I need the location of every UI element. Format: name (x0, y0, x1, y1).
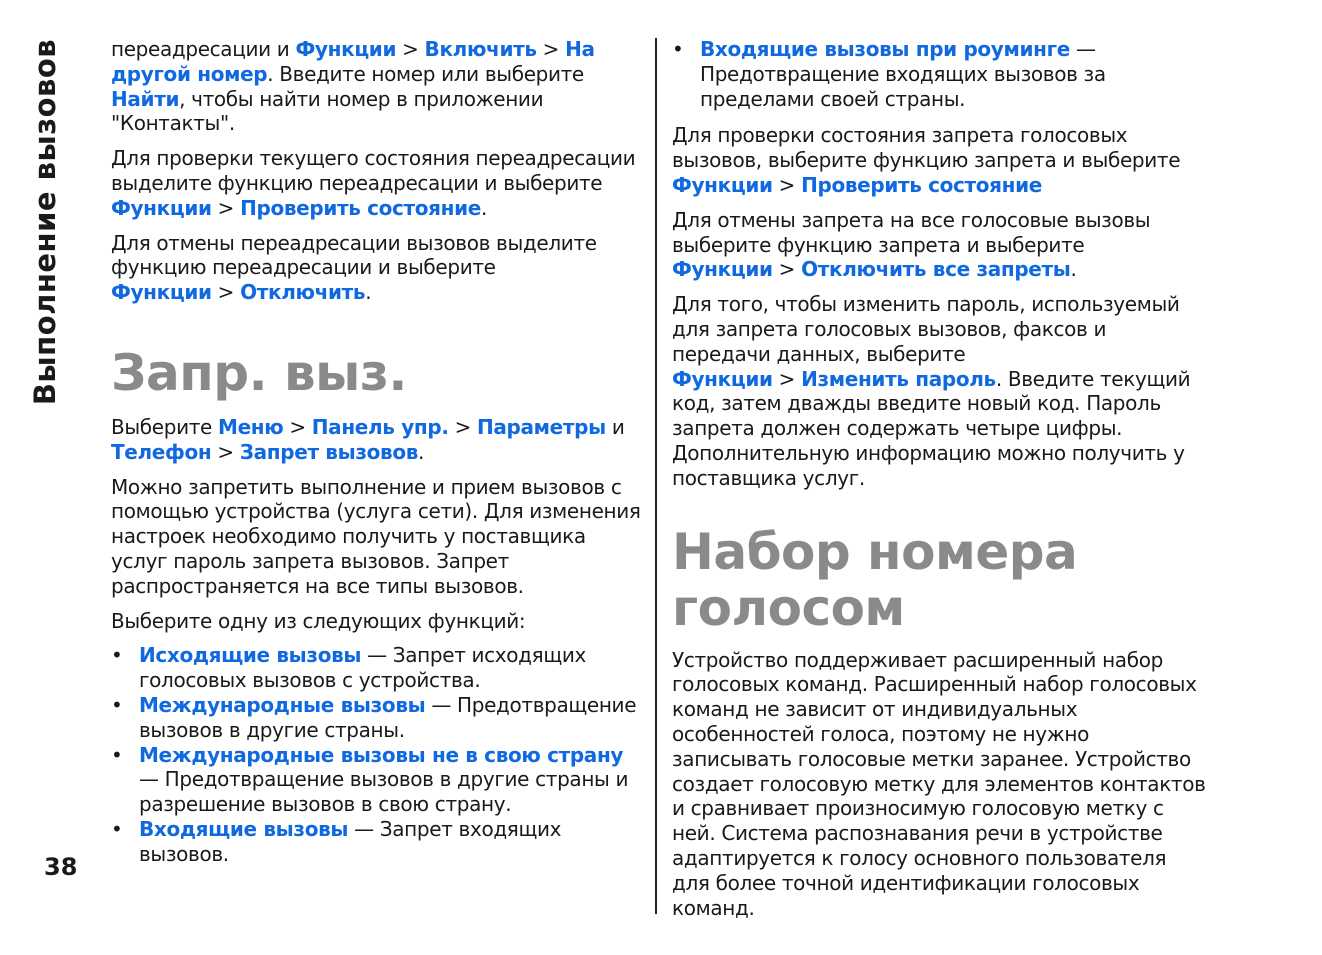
text: — Предотвращение вызовов в другие страны и разрешение вызовов в свою страну. (139, 767, 629, 817)
paragraph-voice-dialing: Устройство поддерживает расширенный набор голосовых команд. Расширенный набор голосовых команд не зависит от индивидуальных особенностей голоса, поэтому не нужно записывать голосовые метки заранее. Устройство создает голосовую метку для элементов контактов и сравнивает произносимую голосовую метку с ней. Система распознавания речи в устройстве адаптируется к голосу основного пользователя для более точной идентификации голосовых команд. (672, 647, 1206, 920)
paragraph-forwarding-enable (111, 37, 646, 136)
link-functions[interactable]: Функции (111, 195, 212, 220)
section-side-title-text: Выполнение вызовов (28, 38, 62, 406)
link-functions[interactable]: Функции (672, 257, 773, 282)
text: и (605, 414, 625, 439)
list-item (111, 743, 646, 817)
path-separator: > (217, 439, 234, 464)
text: . (365, 280, 372, 305)
paragraph-barring-path (111, 415, 646, 465)
paragraph-barring-description: Можно запретить выполнение и прием вызовов с помощью устройства (услуга сети). Для изменения настроек необходимо получить у поставщика услуг пароль запрета вызовов. Запрет распространяется на все типы вызовов. (111, 474, 641, 598)
link-incoming-calls[interactable]: Входящие вызовы (139, 816, 349, 841)
left-column (111, 37, 646, 867)
text: Для отмены переадресации вызовов выделите функцию переадресации и выберите (111, 230, 597, 280)
text: переадресации и (111, 37, 296, 61)
link-functions[interactable]: Функции (672, 172, 773, 197)
text: Для того, чтобы изменить пароль, используемый для запрета голосовых вызовов, факсов и передачи данных, выберите (672, 292, 1180, 366)
link-international-except-home[interactable]: Международные вызовы не в свою страну (139, 742, 624, 767)
text: Выберите (111, 414, 219, 439)
path-separator: > (778, 366, 796, 391)
path-separator: > (778, 172, 796, 197)
right-column (672, 37, 1207, 930)
paragraph-forwarding-check (111, 146, 646, 220)
link-change-password[interactable]: Изменить пароль (801, 366, 996, 391)
section-side-title (14, 36, 76, 408)
link-incoming-roaming[interactable]: Входящие вызовы при роуминге (700, 37, 1070, 61)
path-separator: > (402, 37, 419, 61)
link-find[interactable]: Найти (111, 86, 180, 111)
text: . Введите номер или выберите (267, 61, 584, 86)
link-functions[interactable]: Функции (295, 37, 397, 61)
barring-options-list (111, 643, 646, 866)
path-separator: > (289, 414, 306, 439)
link-functions[interactable]: Функции (672, 366, 773, 391)
path-separator: > (778, 257, 796, 282)
text: . (418, 439, 425, 464)
path-separator: > (542, 37, 560, 61)
text: . (481, 195, 488, 220)
paragraph-forwarding-cancel (111, 231, 646, 305)
link-enable[interactable]: Включить (424, 37, 537, 61)
link-other-number[interactable]: На другой номер (111, 37, 595, 86)
text: . Введите текущий код, затем дважды введите новый код. Пароль запрета должен содержать четыре цифры. Дополнительную информацию можно получить у поставщика услуг. (672, 366, 1191, 490)
list-item (111, 817, 646, 867)
paragraph-barring-check (672, 123, 1207, 197)
text: , чтобы найти номер в приложении "Контакты". (111, 86, 544, 136)
link-control-panel[interactable]: Панель упр. (311, 414, 449, 439)
paragraph-select-function: Выберите одну из следующих функций: (111, 608, 526, 633)
list-item (111, 643, 646, 693)
text: — Запрет исходящих голосовых вызовов с устройства. (139, 643, 586, 693)
page-number: 38 (44, 853, 78, 881)
link-disable[interactable]: Отключить (240, 280, 366, 305)
link-menu[interactable]: Меню (218, 414, 284, 439)
section-heading-call-barring: Запр. выз. (111, 343, 407, 402)
paragraph-barring-cancel-all (672, 208, 1207, 282)
text: Для проверки текущего состояния переадресации выделите функцию переадресации и выберите (111, 146, 636, 195)
link-international-calls[interactable]: Международные вызовы (139, 692, 426, 717)
text: . (1070, 257, 1077, 282)
text: — Предотвращение вызовов в другие страны. (139, 692, 637, 742)
text: Для отмены запрета на все голосовые вызовы выберите функцию запрета и выберите (672, 207, 1151, 257)
link-check-status[interactable]: Проверить состояние (240, 195, 482, 220)
link-disable-all-barrings[interactable]: Отключить все запреты (801, 257, 1071, 282)
section-heading-voice-dialing: Набор номера голосом (672, 522, 1078, 637)
path-separator: > (217, 280, 235, 305)
barring-options-list-continued (672, 37, 1207, 111)
link-check-status[interactable]: Проверить состояние (801, 172, 1043, 197)
link-call-barring[interactable]: Запрет вызовов (239, 439, 419, 464)
path-separator: > (217, 195, 235, 220)
link-outgoing-calls[interactable]: Исходящие вызовы (139, 643, 362, 668)
path-separator: > (454, 414, 471, 439)
link-settings[interactable]: Параметры (477, 414, 606, 439)
text: — Запрет входящих вызовов. (139, 816, 562, 866)
text: Для проверки состояния запрета голосовых вызовов, выберите функцию запрета и выберите (672, 123, 1181, 173)
text: — Предотвращение входящих вызовов за пределами своей страны. (700, 37, 1106, 111)
list-item (111, 693, 646, 743)
list-item (672, 37, 1207, 111)
link-phone[interactable]: Телефон (111, 439, 212, 464)
link-functions[interactable]: Функции (111, 280, 212, 305)
paragraph-change-password (672, 292, 1207, 490)
column-divider (655, 38, 657, 914)
